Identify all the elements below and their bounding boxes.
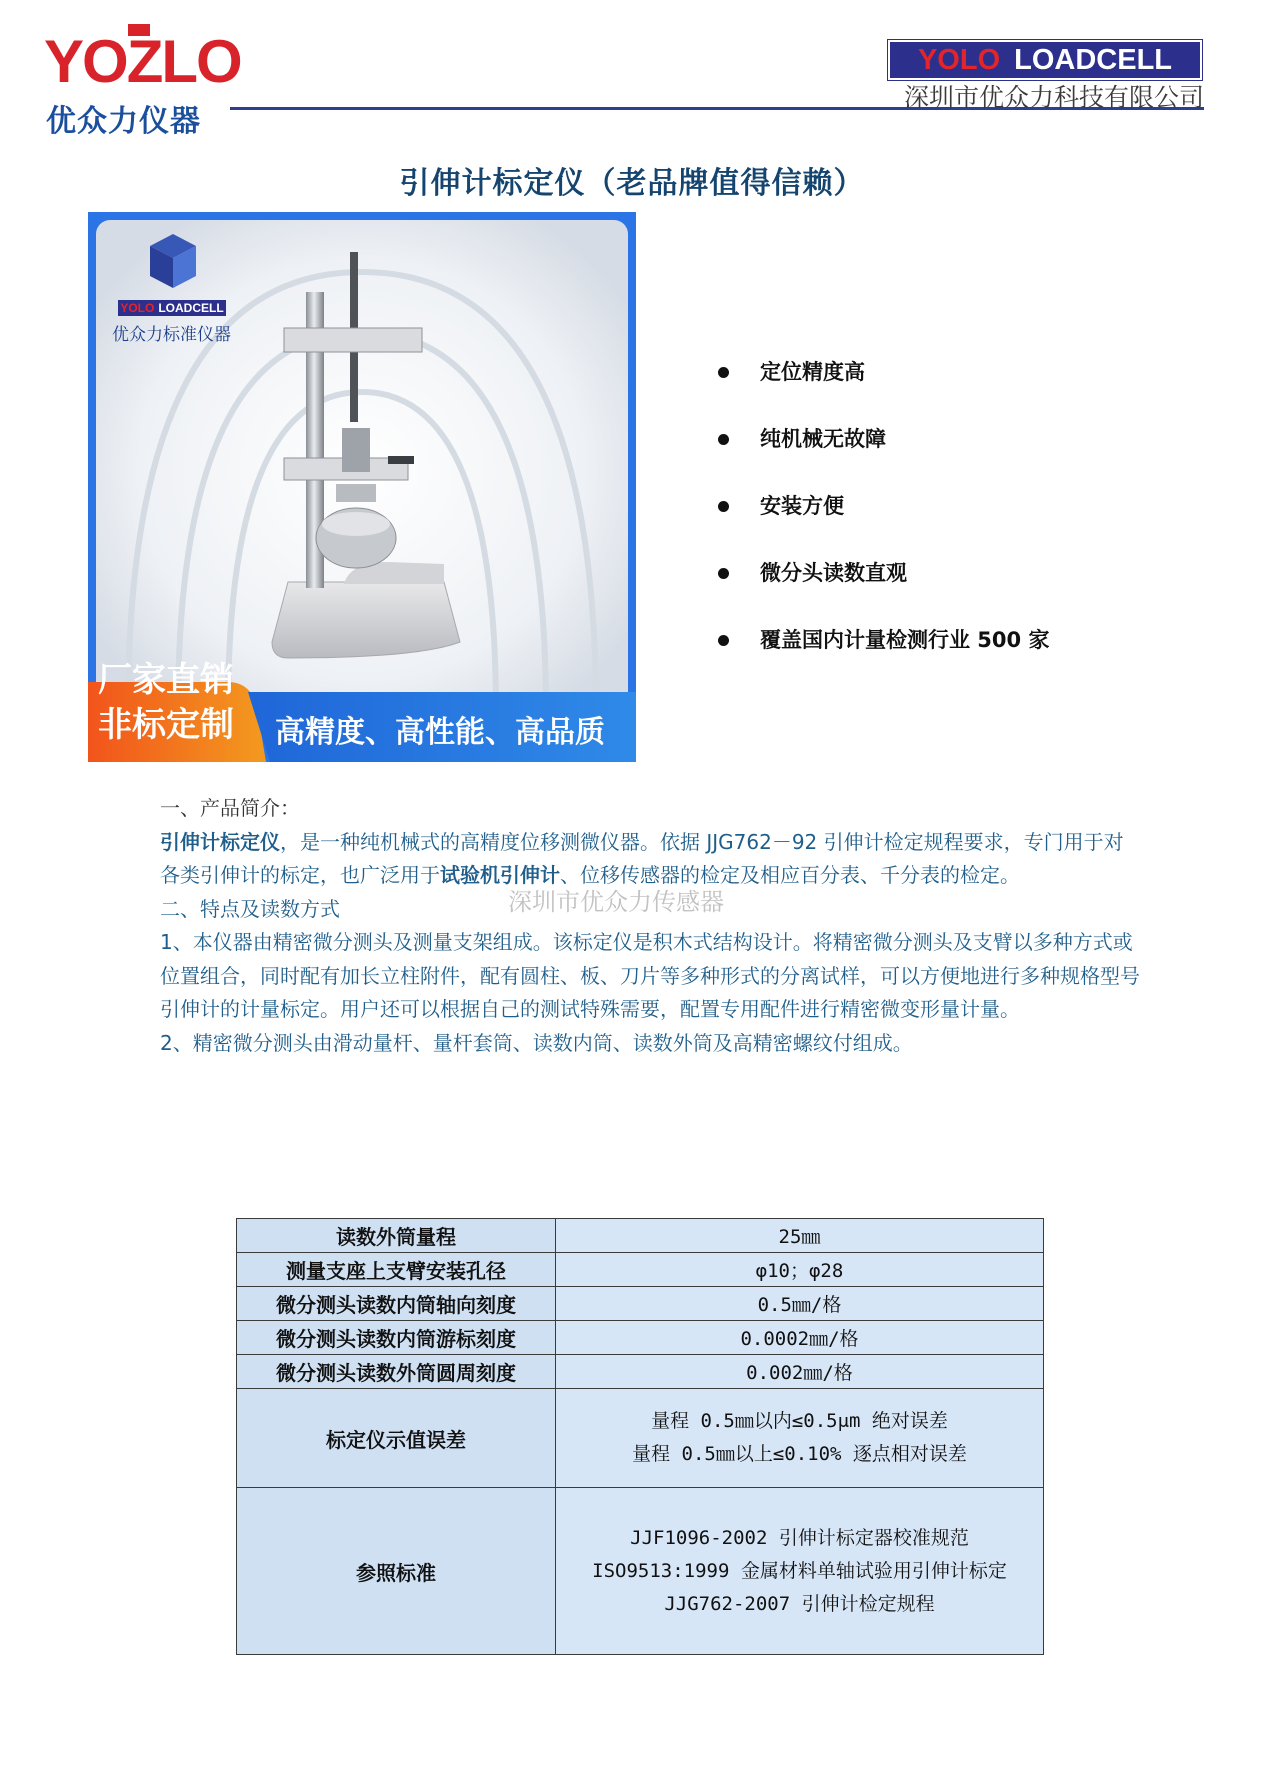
features-heading: 二、特点及读数方式 (160, 896, 340, 921)
company-name: 深圳市优众力科技有限公司 (903, 83, 1204, 112)
banner-badge-yolo: YOLO (120, 301, 155, 315)
feature-item (716, 358, 1049, 425)
feature-list (716, 358, 1049, 693)
spec-value-line: 量程 0.5㎜以上≤0.10% 逐点相对误差 (632, 1443, 967, 1465)
product-banner (88, 212, 636, 762)
feature-label: 纯机械无故障 (760, 427, 886, 451)
table-row (237, 1287, 1044, 1321)
upper-arm (284, 328, 422, 352)
spec-value-line: ISO9513:1999 金属材料单轴试验用引伸计标定 (592, 1559, 1007, 1582)
slogan-direct-sale: 厂家直销 (98, 660, 234, 700)
table-row (237, 1219, 1044, 1253)
feature-label: 微分头读数直观 (760, 561, 907, 585)
spec-value-line: JJG762-2007 引伸计检定规程 (664, 1592, 935, 1615)
table-row (237, 1253, 1044, 1287)
spec-value: 0.0002㎜/格 (556, 1321, 1044, 1355)
table-row (237, 1321, 1044, 1355)
intro-text-a: ，是一种纯机械式的高精度位移测微仪器。依据 JJG762－92 引伸计检定规程要求，专门用于对各类引伸计的标定，也广泛用于 (160, 829, 1124, 887)
micrometer-sleeve (342, 428, 370, 472)
intro-text-c: 、位移传感器的检定及相应百分表、千分表的检定。 (560, 863, 1020, 887)
spec-value (556, 1488, 1044, 1655)
intro-bold-b: 试验机引伸计 (440, 863, 560, 887)
spec-label: 读数外筒量程 (237, 1219, 556, 1253)
spec-value: 25㎜ (556, 1219, 1044, 1253)
bullet-icon (718, 635, 729, 646)
spec-label: 微分测头读数外筒圆周刻度 (237, 1355, 556, 1389)
bullet-icon (718, 501, 729, 512)
intro-lead: 引伸计标定仪 (160, 829, 280, 854)
feature-label: 安装方便 (760, 494, 844, 518)
brand-badge-loadcell: LOADCELL (1014, 44, 1173, 76)
banner-brand-badge (118, 300, 226, 316)
bullet-icon (718, 367, 729, 378)
spec-label: 标定仪示值误差 (237, 1389, 556, 1488)
feature-item (716, 559, 1049, 626)
features-paragraph-1: 1、本仪器由精密微分测头及测量支架组成。该标定仪是积木式结构设计。将精密微分测头及支臂以多种方式或位置组合，同时配有加长立柱附件，配有圆柱、板、刀片等多种形式的分离试样，可以方便地进行多种规格型号引伸计的计量标定。用户还可以根据自己的测试特殊需要，配置专用配件进行精密微变形量计量。 (160, 930, 1140, 1021)
spec-value: φ10；φ28 (556, 1253, 1044, 1287)
logo-wordmark: YOZLO (44, 28, 241, 95)
product-description (160, 792, 1140, 1060)
logo-chinese-name: 优众力仪器 (46, 104, 201, 139)
feature-label: 覆盖国内计量检测行业 500 家 (760, 628, 1050, 652)
brand-logo (44, 18, 241, 139)
brand-badge (888, 40, 1202, 80)
instrument-base (272, 582, 460, 658)
feature-label: 定位精度高 (760, 360, 865, 384)
slogan-quality: 高精度、高性能、高品质 (275, 715, 605, 750)
spec-label: 微分测头读数内筒游标刻度 (237, 1321, 556, 1355)
spec-value: 0.5㎜/格 (556, 1287, 1044, 1321)
spec-value-line: JJF1096-2002 引伸计标定器校准规范 (630, 1526, 969, 1549)
table-row (237, 1488, 1044, 1655)
banner-brand-cn: 优众力标准仪器 (112, 325, 231, 345)
features-paragraph-2: 2、精密微分测头由滑动量杆、量杆套筒、读数内筒、读数外筒及高精密螺纹付组成。 (160, 1030, 913, 1055)
banner-badge-loadcell: LOADCELL (158, 301, 224, 315)
intro-heading: 一、产品简介： (160, 796, 300, 820)
micrometer-drum-top (322, 512, 390, 536)
brand-badge-yolo: YOLO (917, 44, 1001, 76)
spec-value (556, 1389, 1044, 1488)
feature-item (716, 492, 1049, 559)
locking-knob (388, 456, 414, 464)
spec-value-line: 量程 0.5㎜以内≤0.5μm 绝对误差 (651, 1410, 948, 1432)
spec-label: 微分测头读数内筒轴向刻度 (237, 1287, 556, 1321)
spec-value: 0.002㎜/格 (556, 1355, 1044, 1389)
table-row (237, 1355, 1044, 1389)
slogan-custom: 非标定制 (98, 705, 234, 745)
bullet-icon (718, 434, 729, 445)
table-row (237, 1389, 1044, 1488)
spec-label: 参照标准 (237, 1488, 556, 1655)
spec-label: 测量支座上支臂安装孔径 (237, 1253, 556, 1287)
feature-item (716, 626, 1049, 693)
bullet-icon (718, 568, 729, 579)
micrometer-collar (336, 484, 376, 502)
feature-item (716, 425, 1049, 492)
spec-table (236, 1218, 1044, 1655)
watermark: 深圳市优众力传感器 (508, 888, 724, 916)
page-title: 引伸计标定仪（老品牌值得信赖） (399, 166, 865, 201)
